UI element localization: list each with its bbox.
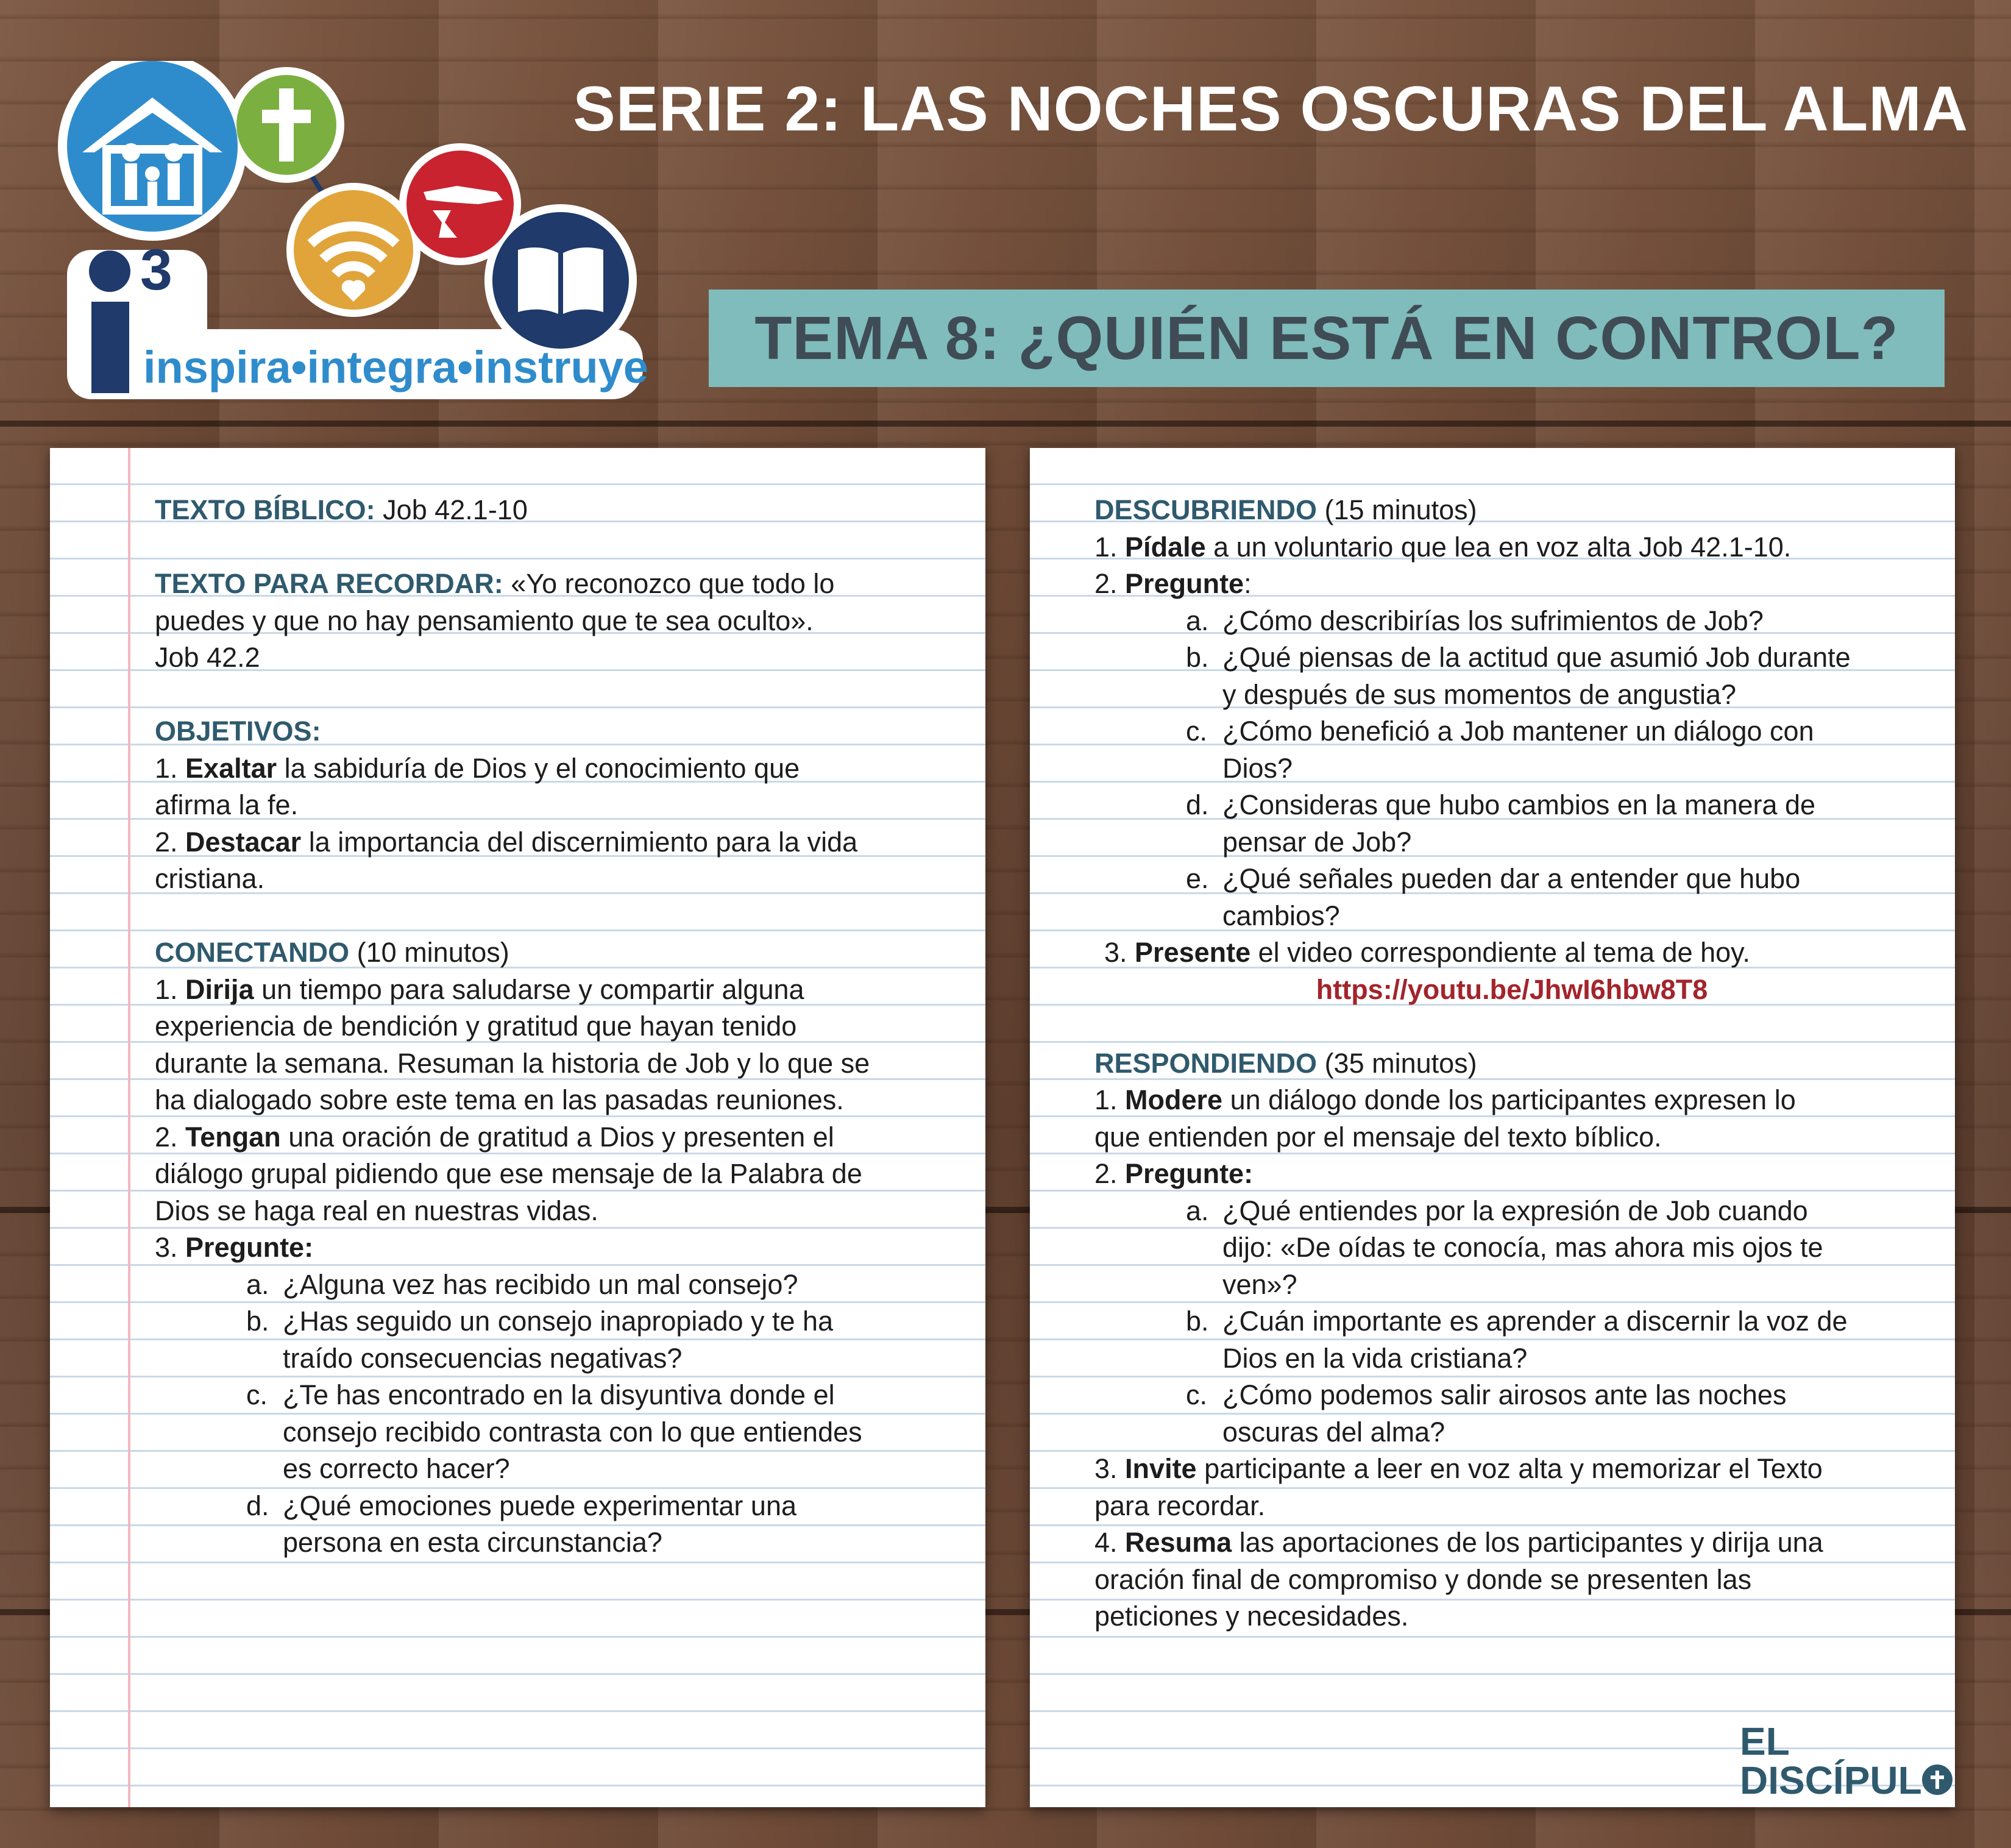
- tema-title: TEMA 8: ¿QUIÉN ESTÁ EN CONTROL?: [754, 304, 1899, 372]
- left-content: TEXTO BÍBLICO: Job 42.1-10 TEXTO PARA RECORDAR: «Yo reconozco que todo lo puedes y que no hay pensamiento que te sea oculto». Job 42.2 OBJETIVOS: 1. Exaltar la sabiduría de Dios y el conocimiento que afirma la fe. 2. Destacar la importancia del discernimiento para la vida cristiana. CONECTANDO (10 minutos) 1. Dirija un tiempo para saludarse y compartir alguna experiencia de bendición y gratitud que hayan tenido durante la semana. Resuman la historia de Job y lo que se ha dialogado sobre este tema en las pasadas reuniones. 2. Tengan una oración de gratitud a Dios y presenten el diálogo grupal pidiendo que ese mensaje de la Palabra de Dios se haga real en nuestras vidas. 3. Pregunte: a. ¿Alguna vez has recibido un mal consejo? b. ¿Has seguido un consejo inapropiado y te ha traído consecuencias negativas? c. ¿Te has encontrado en la disyuntiva donde el consejo recibido contrasta con lo que entiendes es correcto hacer? d. ¿Qué emociones puede experimentar una persona en esta circunstancia?: [155, 492, 959, 1562]
- logo-tagline: inspira•integra•instruye: [143, 342, 649, 393]
- texto-recordar: TEXTO PARA RECORDAR: «Yo reconozco que todo lo: [155, 568, 835, 599]
- left-notebook-page: [50, 448, 985, 1807]
- question-item: b. ¿Qué piensas de la actitud que asumió Job durante: [1186, 642, 1851, 673]
- texto-biblico: TEXTO BÍBLICO: Job 42.1-10: [155, 494, 528, 525]
- objetivo-item: 2. Destacar la importancia del discernimiento para la vida: [155, 826, 858, 858]
- question-item: c. ¿Te has encontrado en la disyuntiva donde el: [246, 1379, 835, 1410]
- question-item: a. ¿Qué entiendes por la expresión de Job cuando: [1186, 1195, 1808, 1226]
- descubriendo-item: 3. Presente el video correspondiente al tema de hoy.: [1104, 937, 1750, 968]
- descubriendo-item: 2. Pregunte:: [1094, 568, 1252, 599]
- cross-icon: [236, 75, 336, 175]
- plank-seam: [0, 421, 2011, 427]
- respondiendo-heading: RESPONDIENDO (35 minutos): [1094, 1047, 1477, 1079]
- respondiendo-item: 3. Invite participante a leer en voz alta y memorizar el Texto: [1094, 1453, 1823, 1484]
- question-item: e. ¿Qué señales pueden dar a entender que hubo: [1186, 863, 1801, 894]
- tema-banner: [709, 290, 1945, 387]
- descubriendo-heading: DESCUBRIENDO (15 minutos): [1094, 494, 1477, 525]
- respondiendo-item: 4. Resuma las aportaciones de los participantes y dirija una: [1094, 1527, 1823, 1558]
- cross-icon: [1922, 1764, 1952, 1795]
- objetivo-item: 1. Exaltar la sabiduría de Dios y el conocimiento que: [155, 752, 800, 784]
- open-book-icon: [492, 212, 629, 349]
- objetivos-heading: OBJETIVOS:: [155, 716, 321, 747]
- question-item: c. ¿Cómo podemos salir airosos ante las noches: [1186, 1379, 1787, 1410]
- serie-title: SERIE 2: LAS NOCHES OSCURAS DEL ALMA: [573, 74, 1968, 144]
- margin-line: [128, 448, 130, 1807]
- conectando-heading: CONECTANDO (10 minutos): [155, 937, 509, 968]
- question-item: d. ¿Consideras que hubo cambios en la manera de: [1186, 789, 1816, 820]
- caribbean-map-icon: [406, 151, 514, 258]
- descubriendo-item: 1. Pídale a un voluntario que lea en voz alta Job 42.1-10.: [1094, 531, 1792, 563]
- i3-logo: [30, 61, 658, 402]
- conectando-item: 1. Dirija un tiempo para saludarse y compartir alguna: [155, 973, 804, 1005]
- family-house-icon: [67, 61, 238, 232]
- question-item: c. ¿Cómo benefició a Job mantener un diálogo con: [1186, 716, 1814, 747]
- respondiendo-item: 1. Modere un diálogo donde los participantes expresen lo: [1094, 1084, 1796, 1115]
- el-discipulo-logo: EL DISCÍPUL: [1740, 1722, 1952, 1800]
- question-item: a. ¿Cómo describirías los sufrimientos de Job?: [1186, 605, 1764, 636]
- question-item: b. ¿Has seguido un consejo inapropiado y te ha: [246, 1306, 834, 1337]
- wifi-heart-icon: [294, 190, 413, 310]
- question-item: b. ¿Cuán importante es aprender a discernir la voz de: [1186, 1306, 1848, 1337]
- respondiendo-item: 2. Pregunte:: [1094, 1158, 1254, 1189]
- question-item: a. ¿Alguna vez has recibido un mal consejo?: [246, 1268, 798, 1300]
- svg-text:3: 3: [140, 238, 172, 302]
- video-link[interactable]: https://youtu.be/JhwI6hbw8T8: [1316, 973, 1708, 1005]
- right-notebook-page: [1030, 448, 1955, 1807]
- right-content: DESCUBRIENDO (15 minutos) 1. Pídale a un voluntario que lea en voz alta Job 42.1-10. 2. Pregunte: a. ¿Cómo describirías los sufrimientos de Job? b. ¿Qué piensas de la actitud que asumió Job durante y después de sus momentos de angustia? c. ¿Cómo benefició a Job mantener un diálogo con Dios? d. ¿Consideras que hubo cambios en la manera de pensar de Job? e. ¿Qué señales pueden dar a entender que hubo cambios? 3. Presente el video correspondiente al tema de hoy. https://youtu.be/JhwI6hbw8T8 RESPONDIENDO (35 minutos) 1. Modere un diálogo donde los participantes expresen lo que entienden por el mensaje del texto bíblico. 2. Pregunte: a. ¿Qué entiendes por la expresión de Job cuando dijo: «De oídas te conocía, mas ahora mis ojos te ven»? b. ¿Cuán importante es aprender a discernir la voz de Dios en la vida cristiana? c. ¿Cómo podemos salir airosos ante las noches oscuras del alma? 3. Invite participante a leer en voz alta y memorizar el Texto para recordar. 4. Resuma las aportaciones de los participantes y dirija una oración final de compromiso y donde se presenten las peticiones y necesidades.: [1094, 492, 1929, 1635]
- question-item: d. ¿Qué emociones puede experimentar una: [246, 1490, 797, 1521]
- conectando-item: 3. Pregunte:: [155, 1232, 314, 1263]
- conectando-item: 2. Tengan una oración de gratitud a Dios y presenten el: [155, 1121, 834, 1153]
